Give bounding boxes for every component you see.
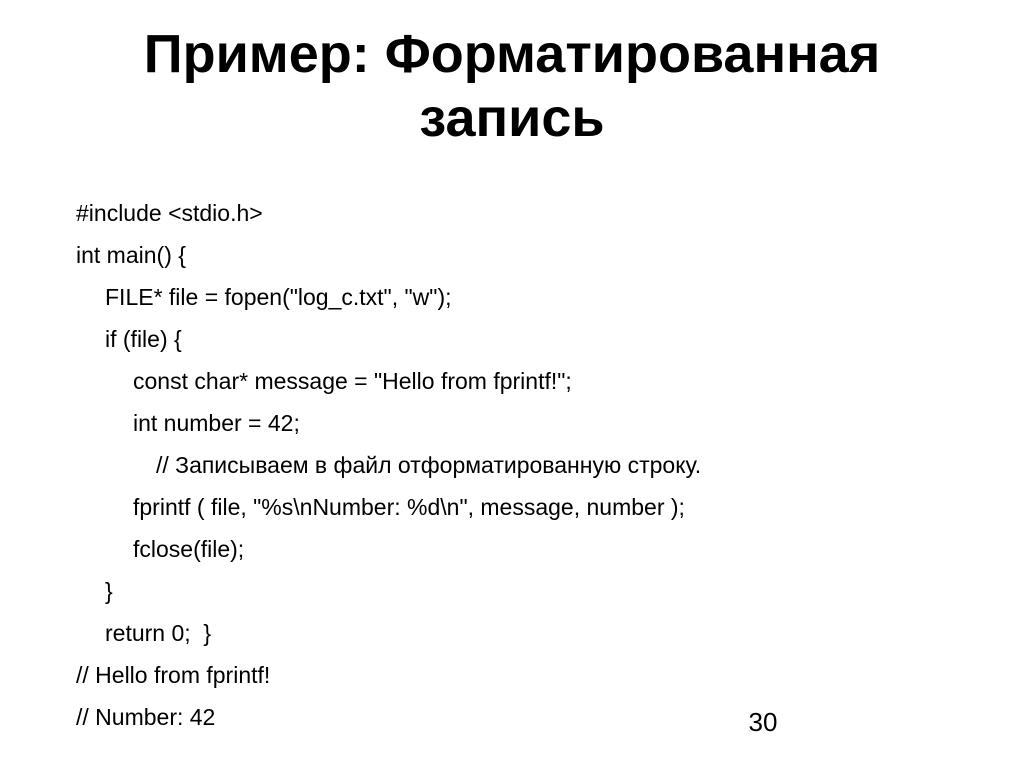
code-line: int main() { [76,242,186,268]
code-line: return 0; } [105,620,212,646]
slide-title-line-1: Пример: Форматированная [143,24,881,84]
code-line: FILE* file = fopen("log_c.txt", "w"); [105,284,452,310]
code-line: #include <stdio.h> [76,200,263,226]
code-comment-line: // Записываем в файл отформатированную строку. [156,452,702,478]
code-line: const char* message = "Hello from fprintf!"; [133,368,572,394]
slide-title [60,22,964,150]
code-line: } [105,578,113,604]
code-line: fclose(file); [133,536,245,562]
page-number: 30 [748,707,778,737]
code-comment-line: // Number: 42 [76,704,216,730]
slide-title-line-2: запись [419,88,605,148]
code-line: int number = 42; [133,410,300,436]
code-line: if (file) { [105,326,182,352]
code-comment-line: // Hello from fprintf! [76,662,271,688]
code-listing [76,192,956,738]
code-line: fprintf ( file, "%s\nNumber: %d\n", message, number ); [133,494,685,520]
